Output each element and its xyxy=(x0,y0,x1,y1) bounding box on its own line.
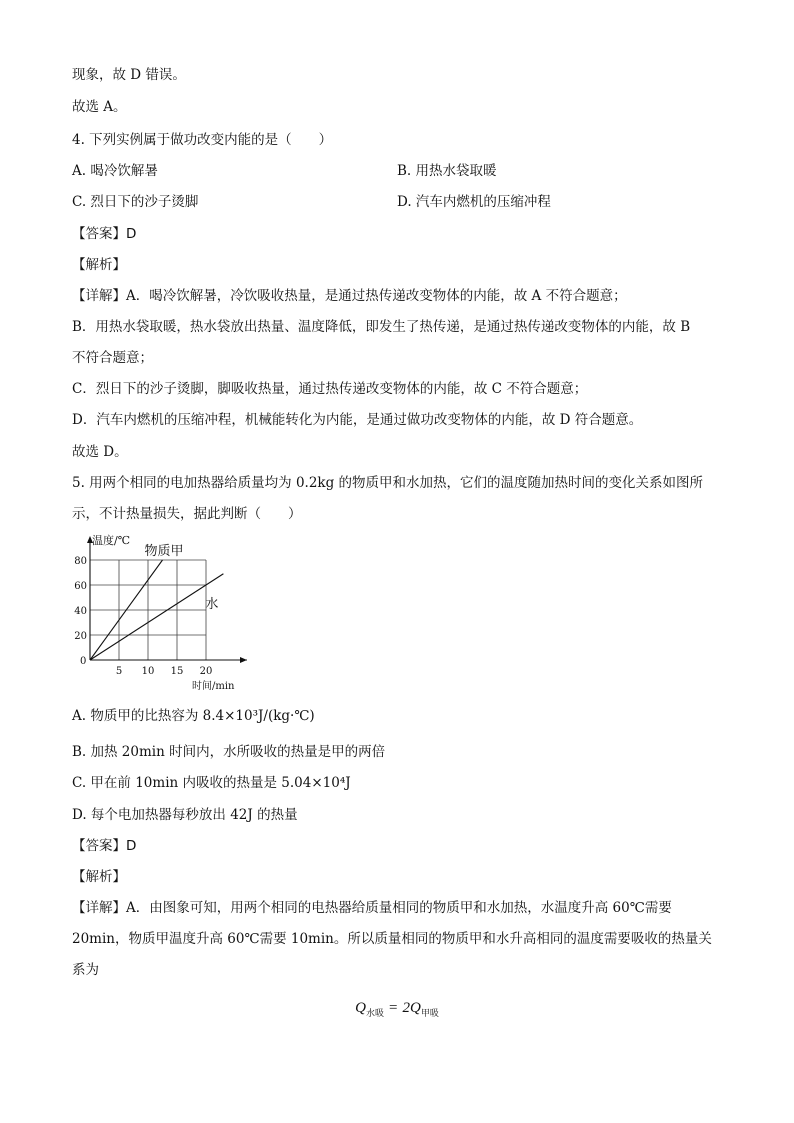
x-tick-label: 5 xyxy=(115,666,123,677)
y-tick-label: 80 xyxy=(74,556,87,567)
question-4-stem: 4. 下列实例属于做功改变内能的是（ ） xyxy=(72,132,333,148)
chart-series xyxy=(90,543,223,660)
analysis-label: 【解析】 xyxy=(72,869,126,885)
y-tick-label: 60 xyxy=(74,581,87,592)
option-b: B. 用热水袋取暖 xyxy=(397,163,497,179)
x-tick-label: 20 xyxy=(199,666,213,677)
option-d: D. 汽车内燃机的压缩冲程 xyxy=(397,194,551,210)
option-a: A. 物质甲的比热容为 8.4×10³J/(kg·℃) xyxy=(72,708,315,724)
x-tick-label: 15 xyxy=(170,666,184,677)
series-label: 物质甲 xyxy=(144,544,184,559)
x-axis-arrow xyxy=(240,657,247,663)
explanation-line: 不符合题意； xyxy=(72,350,153,366)
x-tick-label: 0 xyxy=(80,656,87,667)
formula-lhs-subscript: 水吸 xyxy=(366,1008,385,1018)
question-5-stem: 5. 用两个相同的电加热器给质量均为 0.2kg 的物质甲和水加热，它们的温度随加热时间的变化关系如图所 xyxy=(72,475,704,491)
series-line xyxy=(90,574,223,660)
analysis-label: 【解析】 xyxy=(72,257,126,273)
chart-grid xyxy=(90,560,206,660)
series-label: 水 xyxy=(205,596,219,612)
option-c: C. 烈日下的沙子烫脚 xyxy=(72,194,199,210)
text-line: 故选 D。 xyxy=(72,444,128,460)
answer-label: 【答案】D xyxy=(72,838,137,854)
temperature-time-chart xyxy=(70,532,255,692)
heat-formula xyxy=(0,1000,794,1019)
x-axis-label: 时间/min xyxy=(192,681,235,692)
text-line: 现象，故 D 错误。 xyxy=(72,67,186,83)
option-d: D. 每个电加热器每秒放出 42J 的热量 xyxy=(72,807,298,823)
option-a: A. 喝冷饮解暑 xyxy=(72,163,158,179)
y-tick-label: 20 xyxy=(74,631,87,642)
option-b: B. 加热 20min 时间内，水所吸收的热量是甲的两倍 xyxy=(72,744,386,760)
chart-ticks xyxy=(74,556,212,677)
formula-rhs: 2Q xyxy=(402,1000,421,1016)
option-c: C. 甲在前 10min 内吸收的热量是 5.04×10⁴J xyxy=(72,775,351,791)
x-tick-label: 10 xyxy=(141,666,155,677)
y-tick-label: 40 xyxy=(74,606,87,617)
y-axis-label: 温度/℃ xyxy=(92,534,131,547)
explanation-line: 【详解】A．由图象可知，用两个相同的电热器给质量相同的物质甲和水加热，水温度升高 60℃需要 xyxy=(72,900,672,916)
explanation-line: 20min，物质甲温度升高 60℃需要 10min。所以质量相同的物质甲和水升高相同的温度需要吸收的热量关 xyxy=(72,931,712,947)
formula-equals: = xyxy=(389,1000,398,1016)
formula-lhs: Q xyxy=(355,1000,366,1016)
explanation-line: 【详解】A．喝冷饮解暑，冷饮吸收热量，是通过热传递改变物体的内能，故 A 不符合题意； xyxy=(72,288,627,304)
explanation-line: D．汽车内燃机的压缩冲程，机械能转化为内能，是通过做功改变物体的内能，故 D 符合题意。 xyxy=(72,412,643,428)
explanation-line: B．用热水袋取暖，热水袋放出热量、温度降低，即发生了热传递，是通过热传递改变物体的内能，故 B xyxy=(72,319,691,335)
formula-rhs-subscript: 甲吸 xyxy=(420,1008,439,1018)
explanation-line: 系为 xyxy=(72,962,99,978)
text-line: 故选 A。 xyxy=(72,99,127,115)
question-5-stem: 示，不计热量损失，据此判断（ ） xyxy=(72,506,302,522)
answer-label: 【答案】D xyxy=(72,226,137,242)
explanation-line: C．烈日下的沙子烫脚，脚吸收热量，通过热传递改变物体的内能，故 C 不符合题意； xyxy=(72,381,588,397)
